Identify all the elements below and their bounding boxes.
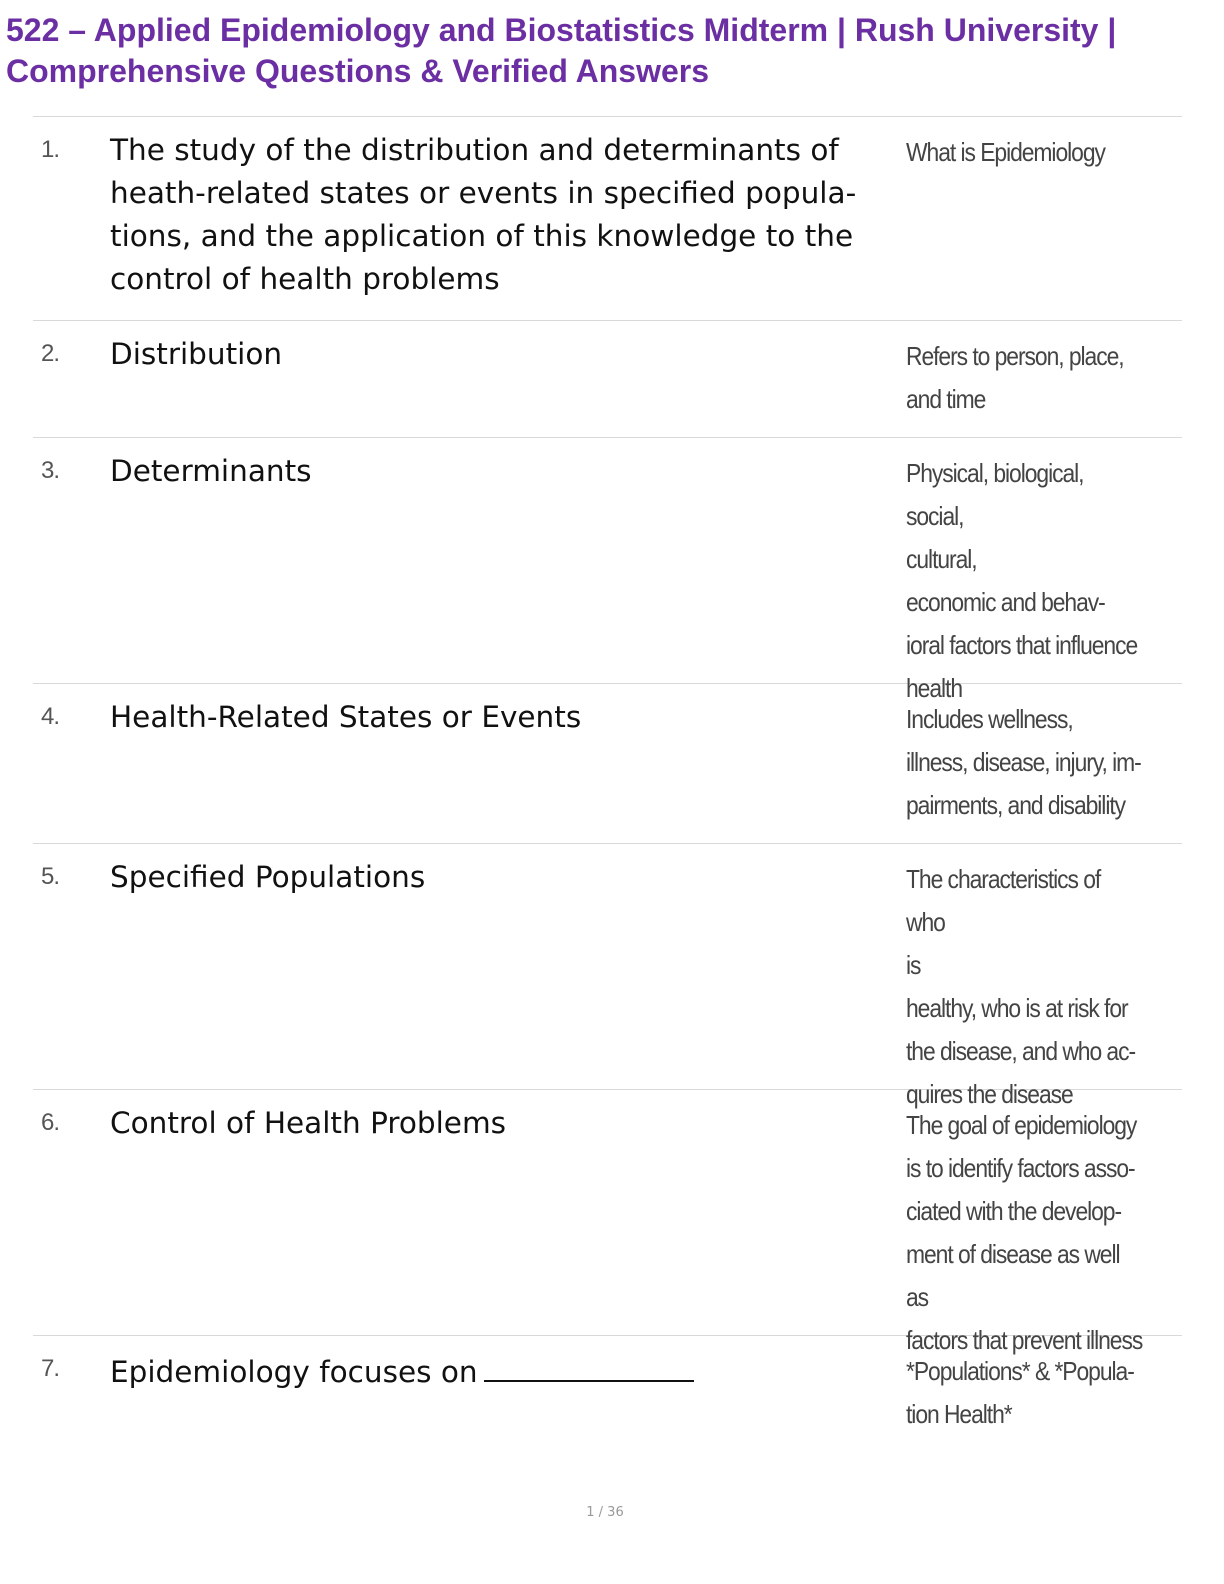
question-text: The study of the distribution and determinants of heath-related states or events in specified popula- tions, and the application of this knowledge to the control of health problems	[110, 133, 857, 296]
question-text: Distribution	[110, 337, 283, 371]
question-number: 3.	[41, 457, 60, 484]
question-text: Specified Populations	[110, 860, 426, 894]
answer-text: Physical, biological, social, cultural, economic and behav- ioral factors that influence health	[906, 458, 1138, 703]
question-text: Control of Health Problems	[110, 1106, 507, 1140]
question-number: 6.	[41, 1109, 60, 1136]
question-text: Determinants	[110, 454, 312, 488]
question-number: 2.	[41, 340, 60, 367]
qa-row-6	[33, 1090, 1182, 1355]
qa-row-4	[33, 684, 1182, 844]
question-number: 1.	[41, 136, 60, 163]
answer-text: *Populations* & *Popula- tion Health*	[906, 1356, 1134, 1429]
question-text	[110, 1348, 870, 1394]
answer-text: The characteristics of who is healthy, who is at risk for the disease, and who ac- quires the disease	[906, 864, 1136, 1109]
question-number: 7.	[41, 1355, 60, 1382]
question-text: Health-Related States or Events	[110, 700, 582, 734]
qa-row-1	[33, 117, 1182, 321]
qa-row-2	[33, 321, 1182, 438]
qa-row-3	[33, 438, 1182, 703]
document-title: 522 – Applied Epidemiology and Biostatistics Midterm | Rush University | Comprehensive Questions & Verified Answers	[6, 12, 1117, 89]
question-text-label: Epidemiology focuses on	[110, 1355, 478, 1389]
question-number: 5.	[41, 863, 60, 890]
answer-text: The goal of epidemiology is to identify factors asso- ciated with the develop- ment of disease as well as factors that prevent illness	[906, 1110, 1143, 1355]
qa-row-5	[33, 844, 1182, 1109]
qa-row-7	[33, 1336, 1182, 1456]
answer-text: Refers to person, place, and time	[906, 341, 1124, 414]
page-number: 1 / 36	[586, 1505, 624, 1520]
question-number: 4.	[41, 703, 60, 730]
answer-text: What is Epidemiology	[906, 137, 1105, 167]
answer-text: Includes wellness, illness, disease, injury, im- pairments, and disability	[906, 704, 1141, 820]
fill-in-blank	[484, 1348, 694, 1382]
question-answer-list	[33, 116, 1182, 1456]
